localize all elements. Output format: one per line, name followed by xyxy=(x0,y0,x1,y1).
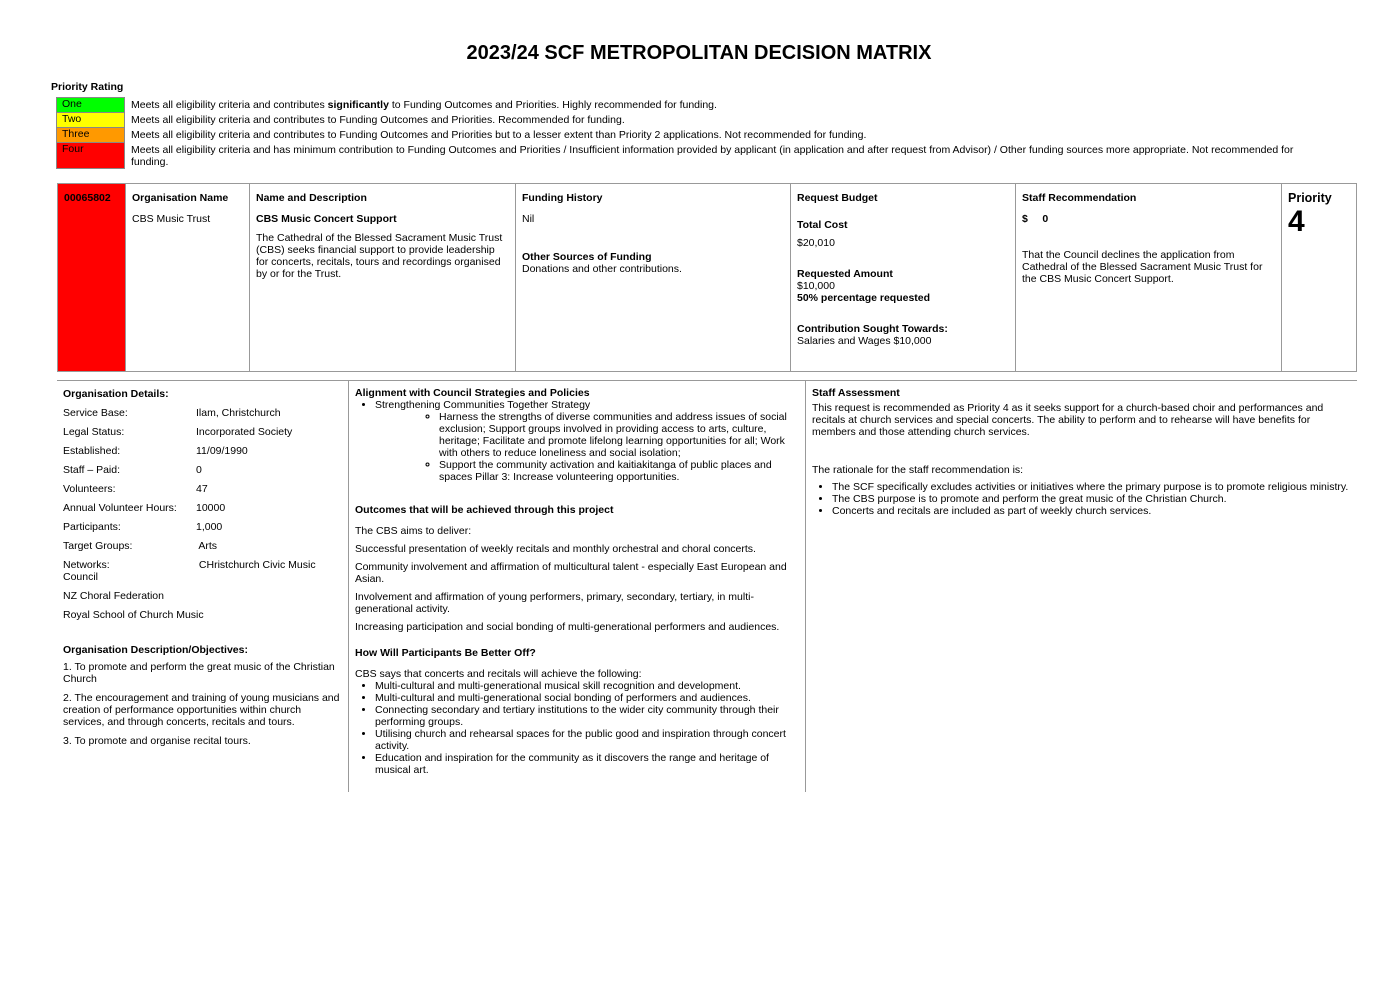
org-detail-label: Volunteers: xyxy=(63,483,116,495)
organisation-name-header: Organisation Name xyxy=(132,192,229,204)
rationale-item: • The SCF specifically excludes activities or initiatives where the primary purpose is to promote religious ministry. xyxy=(832,481,1351,493)
funding-history-header: Funding History xyxy=(522,192,603,204)
org-detail-value: 10000 xyxy=(196,502,226,514)
priority-rating-label: Three xyxy=(57,128,125,143)
networks-continued: Council xyxy=(63,571,99,583)
org-detail-label: Networks: xyxy=(63,559,110,571)
org-detail-label: Established: xyxy=(63,445,121,457)
strategy-sub-item: ◦ Support the community activation and kaitiakitanga of public places and spaces Pillar 3: Increase volunteering opportunities. xyxy=(439,459,799,483)
objective-item: 2. The encouragement and training of young musicians and creation of performance opportunities within church services, and through concerts, recitals and tours. xyxy=(63,692,340,728)
org-detail-label: Annual Volunteer Hours: xyxy=(63,502,177,514)
outcome-item: The CBS aims to deliver: xyxy=(355,525,472,537)
priority-rating-description: Meets all eligibility criteria and has minimum contribution to Funding Outcomes and Priorities / Insufficient information provided by applicant (in application and after request from Advisor) / Other funding sources more appropriate. Not recommended for funding. xyxy=(131,143,1294,168)
staff-recommended-amount: $ 0 xyxy=(1022,213,1049,225)
better-off-item: • Connecting secondary and tertiary institutions to the wider city community through their performing groups. xyxy=(375,704,799,728)
priority-value: 4 xyxy=(1288,205,1305,238)
org-detail-label: Service Base: xyxy=(63,407,128,419)
priority-rating-label: Two xyxy=(57,113,125,128)
priority-rating-heading: Priority Rating xyxy=(51,81,124,93)
org-detail-value: 1,000 xyxy=(196,521,223,533)
org-detail-row xyxy=(63,502,343,514)
objective-item: 1. To promote and perform the great music of the Christian Church xyxy=(63,661,335,685)
priority-rating-description: Meets all eligibility criteria and contributes to Funding Outcomes and Priorities. Recommended for funding. xyxy=(131,113,625,126)
project-name: CBS Music Concert Support xyxy=(256,213,397,225)
better-off-item: • Education and inspiration for the community as it discovers the range and heritage of musical art. xyxy=(375,752,799,776)
organisation-details-heading: Organisation Details: xyxy=(63,388,169,400)
org-detail-value: Arts xyxy=(196,540,218,552)
org-detail-row xyxy=(63,445,343,457)
organisation-name-cell xyxy=(126,184,250,371)
funding-history-cell xyxy=(516,184,791,371)
org-detail-row xyxy=(63,540,343,552)
priority-rating-legend xyxy=(56,97,1316,169)
page-title: 2023/24 SCF METROPOLITAN DECISION MATRIX xyxy=(466,42,932,64)
org-detail-value: 11/09/1990 xyxy=(196,445,248,457)
org-detail-label: Staff – Paid: xyxy=(63,464,121,476)
rationale-item: • Concerts and recitals are included as part of weekly church services. xyxy=(832,505,1351,517)
staff-assessment-text: This request is recommended as Priority 4 as it seeks support for a church-based choir and performances and recitals at church services and special concerts. The ability to perform and to rehearse will have benefits for members and those attending church services. xyxy=(812,402,1324,438)
network-item: Royal School of Church Music xyxy=(63,609,204,621)
rationale-list xyxy=(812,481,1351,517)
total-cost-label: Total Cost xyxy=(797,219,848,231)
contribution-value: Salaries and Wages $10,000 xyxy=(797,335,932,347)
org-detail-row xyxy=(63,559,343,571)
application-id-cell xyxy=(58,184,126,371)
requested-amount-value: $10,000 xyxy=(797,280,835,292)
percentage-requested: 50% percentage requested xyxy=(797,292,931,304)
rationale-intro: The rationale for the staff recommendation is: xyxy=(812,464,1024,476)
org-detail-value: 0 xyxy=(196,464,202,476)
staff-assessment-panel xyxy=(806,381,1357,792)
outcome-item: Community involvement and affirmation of multicultural talent - especially East European and Asian. xyxy=(355,561,787,585)
org-detail-row xyxy=(63,426,343,438)
strategy-list xyxy=(355,399,799,483)
other-sources-value: Donations and other contributions. xyxy=(522,263,682,275)
organisation-details-panel xyxy=(57,381,349,792)
rationale-item: • The CBS purpose is to promote and perform the great music of the Christian Church. xyxy=(832,493,1351,505)
staff-assessment-heading: Staff Assessment xyxy=(812,387,900,399)
org-detail-label: Target Groups: xyxy=(63,540,133,552)
decision-matrix-row xyxy=(57,183,1357,372)
contribution-label: Contribution Sought Towards: xyxy=(797,323,948,335)
outcomes-heading: Outcomes that will be achieved through this project xyxy=(355,504,614,516)
staff-recommendation-text: That the Council declines the application from Cathedral of the Blessed Sacrament Music Trust for the CBS Music Concert Support. xyxy=(1022,249,1263,285)
org-detail-row xyxy=(63,464,343,476)
objective-item: 3. To promote and organise recital tours. xyxy=(63,735,251,747)
project-description: The Cathedral of the Blessed Sacrament Music Trust (CBS) seeks financial support to provide leadership for concerts, recitals, tours and recordings organised by or for the Trust. xyxy=(256,232,503,280)
staff-recommendation-cell xyxy=(1016,184,1282,371)
org-detail-value: Ilam, Christchurch xyxy=(196,407,281,419)
better-off-list xyxy=(355,680,799,776)
organisation-name: CBS Music Trust xyxy=(132,213,211,225)
strategy-item: • Strengthening Communities Together Strategy ◦ Harness the strengths of diverse communities and address issues of social exclusion; Support groups involved in providing access to arts, culture, heritage; Facilitate and promote lifelong learning opportunities for all; Work with others to reduce loneliness and social isolation; ◦ Support the community activation and kaitiakitanga of public places and spaces Pillar 3: Increase volunteering opportunities. xyxy=(375,399,799,483)
org-detail-row xyxy=(63,521,343,533)
priority-rating-description: Meets all eligibility criteria and contributes to Funding Outcomes and Priorities but to a lesser extent than Priority 2 applications. Not recommended for funding. xyxy=(131,128,867,141)
funding-history-value: Nil xyxy=(522,213,535,225)
outcome-item: Involvement and affirmation of young performers, primary, secondary, tertiary, in multi-generational activity. xyxy=(355,591,754,615)
request-budget-cell xyxy=(791,184,1016,371)
name-description-cell xyxy=(250,184,516,371)
org-detail-value: CHristchurch Civic Music xyxy=(196,559,316,571)
alignment-panel xyxy=(348,381,806,792)
better-off-item: • Multi-cultural and multi-generational social bonding of performers and audiences. xyxy=(375,692,799,704)
org-detail-row xyxy=(63,407,343,419)
org-detail-value: Incorporated Society xyxy=(196,426,293,438)
name-description-header: Name and Description xyxy=(256,192,367,204)
priority-cell xyxy=(1282,184,1358,371)
better-off-item: • Multi-cultural and multi-generational musical skill recognition and development. xyxy=(375,680,799,692)
requested-amount-label: Requested Amount xyxy=(797,268,893,280)
better-off-heading: How Will Participants Be Better Off? xyxy=(355,647,536,659)
priority-header: Priority xyxy=(1288,191,1332,205)
outcome-item: Successful presentation of weekly recitals and monthly orchestral and choral concerts. xyxy=(355,543,756,555)
priority-rating-description: Meets all eligibility criteria and contributes significantly to Funding Outcomes and Priorities. Highly recommended for funding. xyxy=(131,98,717,111)
alignment-heading: Alignment with Council Strategies and Policies xyxy=(355,387,590,399)
priority-rating-row xyxy=(57,143,1316,169)
better-off-intro: CBS says that concerts and recitals will achieve the following: xyxy=(355,668,642,680)
org-detail-label: Participants: xyxy=(63,521,121,533)
priority-rating-row xyxy=(57,113,1316,128)
priority-rating-row xyxy=(57,98,1316,113)
priority-rating-label: Four xyxy=(57,143,125,169)
strategy-sub-list xyxy=(375,411,799,483)
application-id: 00065802 xyxy=(64,192,111,204)
request-budget-header: Request Budget xyxy=(797,192,878,204)
org-detail-value: 47 xyxy=(196,483,208,495)
other-sources-header: Other Sources of Funding xyxy=(522,251,652,263)
objectives-heading: Organisation Description/Objectives: xyxy=(63,644,248,656)
org-detail-row xyxy=(63,483,343,495)
network-item: NZ Choral Federation xyxy=(63,590,164,602)
better-off-item: • Utilising church and rehearsal spaces for the public good and inspiration through concert activity. xyxy=(375,728,799,752)
outcome-item: Increasing participation and social bonding of multi-generational performers and audiences. xyxy=(355,621,780,633)
org-detail-label: Legal Status: xyxy=(63,426,125,438)
total-cost-value: $20,010 xyxy=(797,237,835,249)
strategy-sub-item: ◦ Harness the strengths of diverse communities and address issues of social exclusion; Support groups involved in providing access to arts, culture, heritage; Facilitate and promote lifelong learning opportunities for all; Work with others to reduce loneliness and social isolation; xyxy=(439,411,799,459)
priority-rating-row xyxy=(57,128,1316,143)
staff-recommendation-header: Staff Recommendation xyxy=(1022,192,1137,204)
priority-rating-label: One xyxy=(57,98,125,113)
